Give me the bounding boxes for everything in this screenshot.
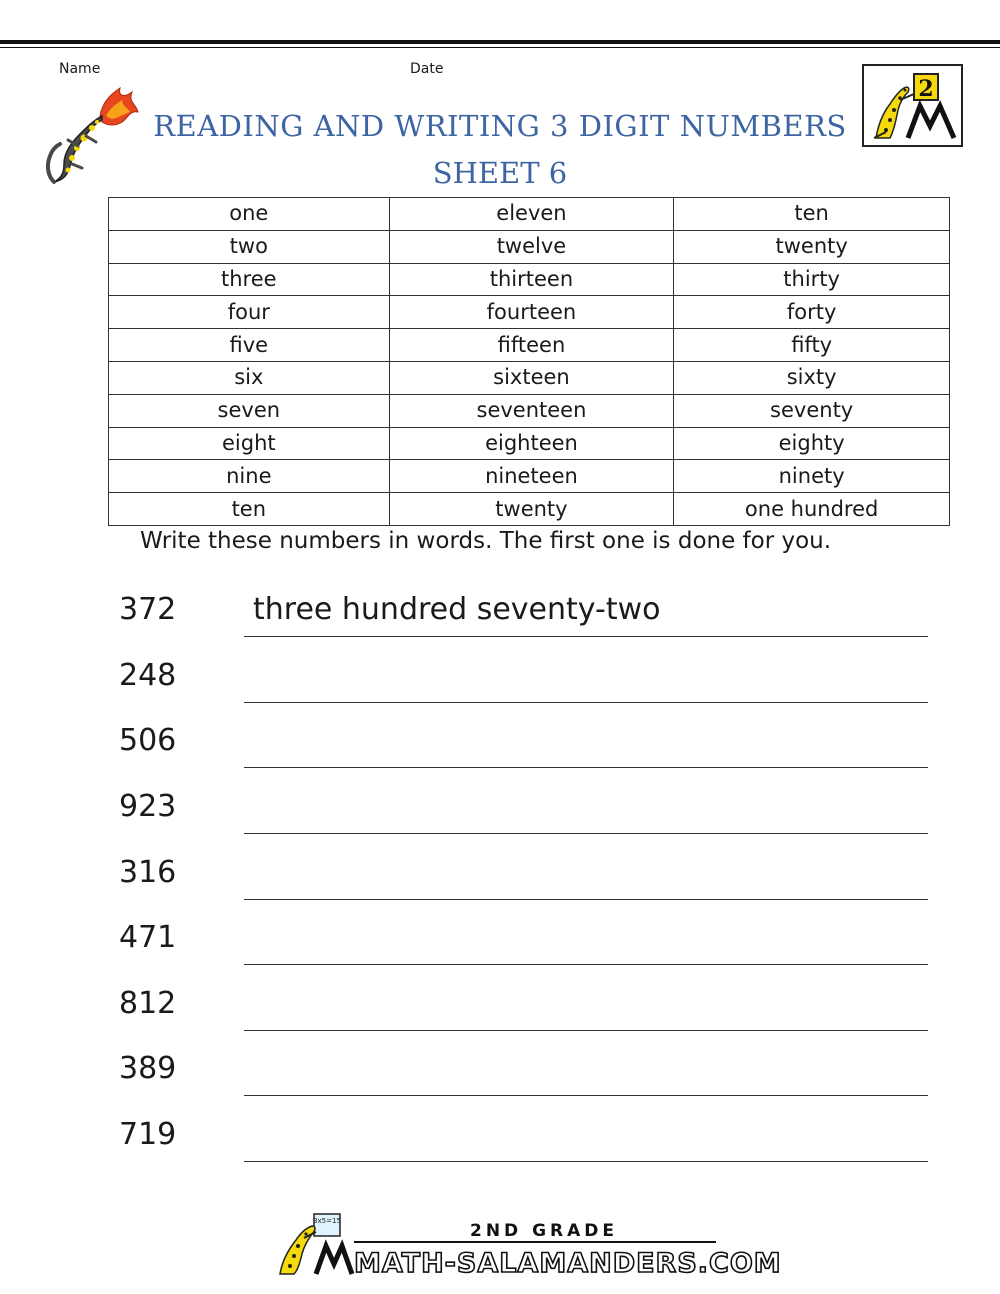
exercise-row: [0, 590, 1000, 656]
table-cell: ten: [109, 493, 390, 526]
exercise-number: 248: [119, 658, 177, 693]
table-row: [109, 329, 950, 362]
table-cell: four: [109, 296, 390, 329]
exercise-number: 471: [119, 920, 177, 955]
answer-line[interactable]: [244, 1095, 928, 1096]
answer-line[interactable]: [244, 767, 928, 768]
table-cell: fifteen: [389, 329, 674, 362]
table-cell: nineteen: [389, 460, 674, 493]
grade-badge-logo: [862, 64, 963, 147]
table-row: [109, 296, 950, 329]
table-cell: three: [109, 263, 390, 296]
table-cell: seventy: [674, 394, 950, 427]
answer-line[interactable]: [244, 899, 928, 900]
table-cell: one: [109, 198, 390, 231]
answer-line[interactable]: [244, 636, 928, 637]
table-cell: fifty: [674, 329, 950, 362]
table-cell: eighteen: [389, 427, 674, 460]
footer-site-text: MATH-SALAMANDERS.COM: [354, 1248, 782, 1279]
table-cell: six: [109, 361, 390, 394]
table-cell: ten: [674, 198, 950, 231]
table-cell: sixty: [674, 361, 950, 394]
table-row: [109, 427, 950, 460]
top-rule: [0, 40, 1000, 44]
name-label: Name: [59, 61, 101, 77]
date-label: Date: [410, 61, 444, 77]
table-cell: nine: [109, 460, 390, 493]
exercise-row: [0, 984, 1000, 1050]
table-cell: forty: [674, 296, 950, 329]
exercise-row: [0, 1115, 1000, 1181]
table-cell: fourteen: [389, 296, 674, 329]
table-cell: twenty: [674, 230, 950, 263]
table-cell: eighty: [674, 427, 950, 460]
table-row: [109, 394, 950, 427]
table-cell: five: [109, 329, 390, 362]
table-cell: eight: [109, 427, 390, 460]
table-cell: one hundred: [674, 493, 950, 526]
exercise-row: [0, 853, 1000, 919]
table-cell: sixteen: [389, 361, 674, 394]
grade-number: 2: [918, 76, 934, 102]
board-text: 3x5=15: [313, 1217, 341, 1225]
answer-line[interactable]: [244, 1161, 928, 1162]
table-row: [109, 493, 950, 526]
page-title: READING AND WRITING 3 DIGIT NUMBERS: [153, 109, 847, 143]
table-cell: two: [109, 230, 390, 263]
answer-line[interactable]: [244, 964, 928, 965]
exercise-row: [0, 918, 1000, 984]
table-cell: eleven: [389, 198, 674, 231]
table-cell: seven: [109, 394, 390, 427]
exercise-number: 372: [119, 592, 177, 627]
exercise-row: [0, 1049, 1000, 1115]
fire-salamander-logo: [42, 86, 142, 186]
answer-line[interactable]: [244, 1030, 928, 1031]
table-cell: twelve: [389, 230, 674, 263]
table-cell: thirteen: [389, 263, 674, 296]
table-cell: twenty: [389, 493, 674, 526]
exercise-number: 923: [119, 789, 177, 824]
sheet-subtitle: SHEET 6: [432, 156, 568, 190]
number-words-table: [108, 197, 950, 526]
exercise-number: 812: [119, 986, 177, 1021]
table-cell: thirty: [674, 263, 950, 296]
footer-grade-text: 2ND GRADE: [469, 1221, 619, 1241]
exercise-number: 719: [119, 1117, 177, 1152]
exercise-number: 389: [119, 1051, 177, 1086]
table-row: [109, 361, 950, 394]
table-row: [109, 460, 950, 493]
exercise-row: [0, 721, 1000, 787]
answer-line[interactable]: [244, 702, 928, 703]
exercise-number: 316: [119, 855, 177, 890]
top-rule-thin: [0, 47, 1000, 48]
exercise-row: [0, 787, 1000, 853]
instructions-text: Write these numbers in words. The first one is done for you.: [140, 528, 832, 554]
table-row: [109, 198, 950, 231]
table-cell: seventeen: [389, 394, 674, 427]
table-row: [109, 230, 950, 263]
table-cell: ninety: [674, 460, 950, 493]
answer-text: three hundred seventy-two: [253, 592, 661, 627]
table-row: [109, 263, 950, 296]
exercise-number: 506: [119, 723, 177, 758]
exercise-row: [0, 656, 1000, 722]
answer-line[interactable]: [244, 833, 928, 834]
math-salamanders-footer-logo: [276, 1212, 782, 1279]
